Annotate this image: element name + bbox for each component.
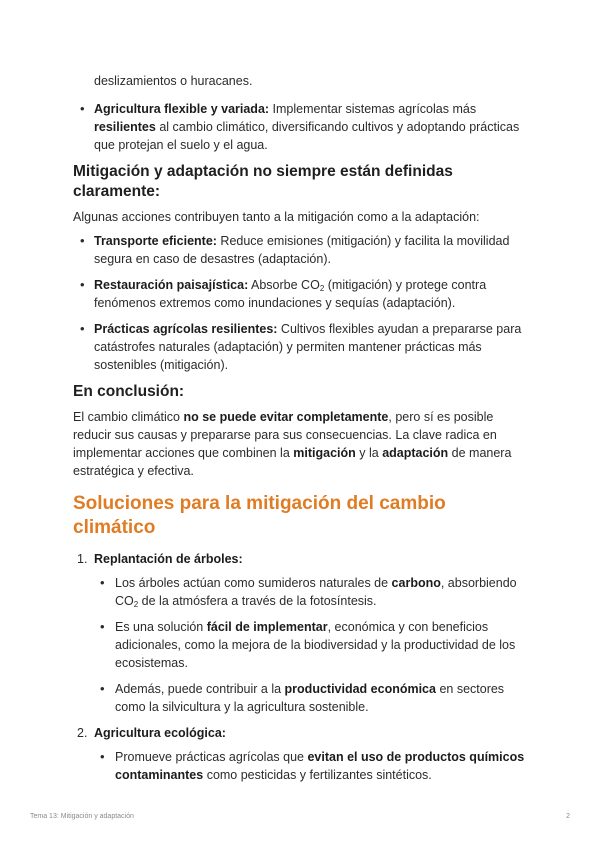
mitigacion-bullet-list xyxy=(73,232,533,374)
item-number: 2. xyxy=(77,726,88,740)
numbered-item xyxy=(73,550,533,716)
bullet-text: , económica y con beneficios adicionales, como la mejora de la biodiversidad y la productividad de los ecosistemas. xyxy=(115,620,516,670)
paragraph-text: y la xyxy=(355,446,383,460)
list-item xyxy=(73,320,533,374)
bullet-text: al cambio climático, diversificando cultivos y adoptando prácticas que protejan el suelo y el agua. xyxy=(94,120,520,152)
intro-bullet-list xyxy=(73,100,533,154)
section-intro-text: Algunas acciones contribuyen tanto a la mitigación como a la adaptación: xyxy=(73,210,480,224)
section-heading-soluciones: Soluciones para la mitigación del cambio climático xyxy=(73,493,446,538)
bullet-text: de la atmósfera a través de la fotosíntesis. xyxy=(138,594,377,608)
bullet-text: Absorbe CO xyxy=(248,278,320,292)
section-heading-conclusion: En conclusión: xyxy=(73,383,185,400)
item-title: Replantación de árboles: xyxy=(94,552,243,566)
bullet-bold-text: carbono xyxy=(391,576,441,590)
paragraph-bold-text: adaptación xyxy=(382,446,449,460)
bullet-text: Los árboles actúan como sumideros naturales de xyxy=(115,576,392,590)
bullet-label: Agricultura flexible y variada: xyxy=(94,102,270,116)
bullet-text: Además, puede contribuir a la xyxy=(115,682,285,696)
list-item xyxy=(94,748,533,784)
bullet-bold-text: fácil de implementar xyxy=(206,620,328,634)
bullet-bold-text: resilientes xyxy=(94,120,156,134)
paragraph-text: El cambio climático xyxy=(73,410,184,424)
list-item xyxy=(73,232,533,268)
list-item xyxy=(73,100,533,154)
subscript: 2 xyxy=(133,600,139,609)
bullet-text: Promueve prácticas agrícolas que xyxy=(115,750,308,764)
bullet-text: en sectores como la silvicultura y la agricultura sostenible. xyxy=(115,682,505,714)
section-heading-mitigacion-adaptacion: Mitigación y adaptación no siempre están definidas claramente: xyxy=(73,163,453,200)
sub-bullet-list xyxy=(94,748,533,784)
page-number: 2 xyxy=(566,813,570,820)
bullet-bold-text: productividad económica xyxy=(284,682,436,696)
item-title: Agricultura ecológica: xyxy=(94,726,226,740)
bullet-text: , absorbiendo CO xyxy=(115,576,517,608)
page-content xyxy=(73,72,533,792)
list-item xyxy=(94,574,533,610)
conclusion-paragraph xyxy=(73,408,533,480)
page-footer xyxy=(30,813,570,820)
bullet-text: Implementar sistemas agrícolas más xyxy=(269,102,477,116)
bullet-label: Prácticas agrícolas resilientes: xyxy=(94,322,278,336)
footer-title: Tema 13: Mitigación y adaptación xyxy=(30,813,134,820)
sub-bullet-list xyxy=(94,574,533,716)
list-item xyxy=(94,680,533,716)
bullet-label: Transporte eficiente: xyxy=(94,234,217,248)
paragraph-text: , pero sí es posible reducir sus causas y prepararse para sus consecuencias. La clave radica en implementar acciones que combinen la xyxy=(73,410,497,460)
paragraph-text: de manera estratégica y efectiva. xyxy=(73,446,512,478)
bullet-bold-text: evitan el uso de productos químicos contaminantes xyxy=(115,750,525,782)
bullet-text: Reduce emisiones (mitigación) y facilita la movilidad segura en caso de desastres (adaptación). xyxy=(94,234,510,266)
bullet-text: Cultivos flexibles ayudan a prepararse para catástrofes naturales (adaptación) y permiten mantener prácticas más sostenibles (mitigación). xyxy=(94,322,522,372)
bullet-label: Restauración paisajística: xyxy=(94,278,249,292)
numbered-item xyxy=(73,724,533,784)
bullet-text: como pesticidas y fertilizantes sintéticos. xyxy=(203,768,432,782)
paragraph-bold-text: no se puede evitar completamente xyxy=(183,410,389,424)
item-number: 1. xyxy=(77,552,88,566)
list-item xyxy=(94,618,533,672)
soluciones-numbered-list xyxy=(73,550,533,784)
paragraph-bold-text: mitigación xyxy=(293,446,356,460)
subscript: 2 xyxy=(319,284,325,293)
bullet-text: (mitigación) y protege contra fenómenos extremos como inundaciones y sequías (adaptación). xyxy=(94,278,487,310)
list-item xyxy=(73,276,533,312)
bullet-text: Es una solución xyxy=(115,620,207,634)
continued-bullet-text: deslizamientos o huracanes. xyxy=(94,74,253,88)
